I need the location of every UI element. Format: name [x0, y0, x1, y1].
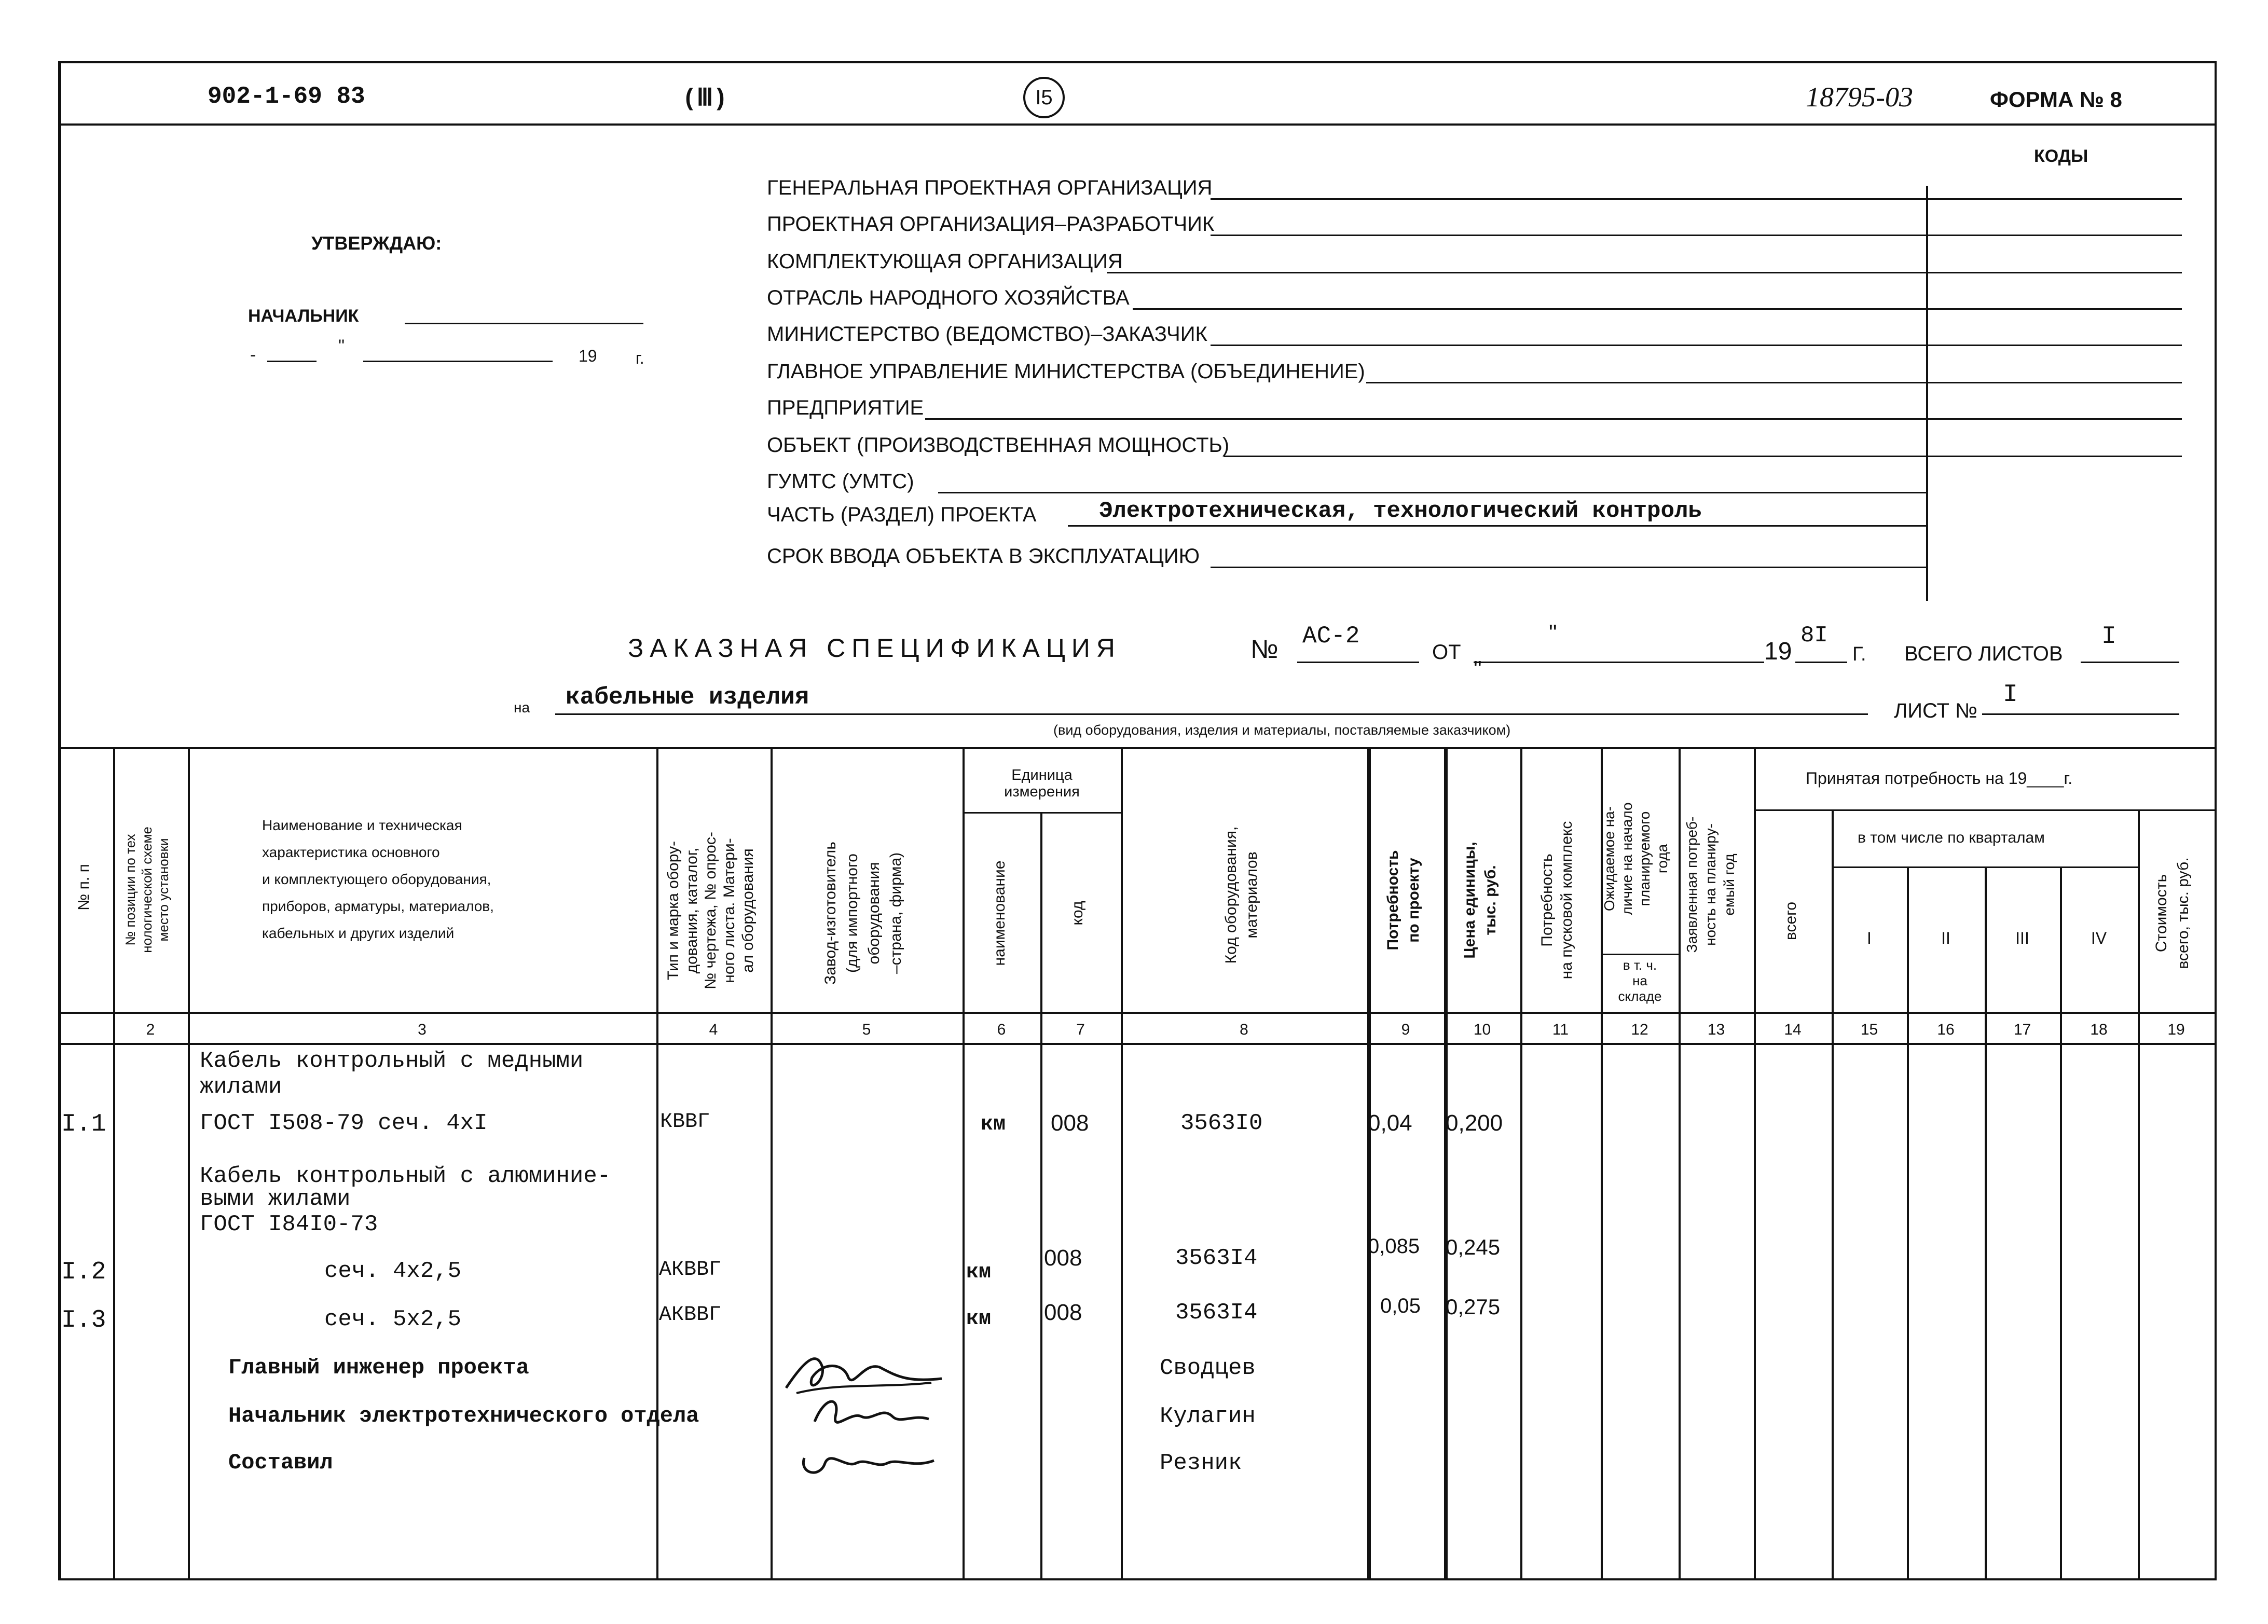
- spec-sheets-total: I: [2101, 623, 2116, 651]
- spec-no-line: [1297, 662, 1419, 663]
- spec-year-suffix: Г.: [1852, 643, 1866, 665]
- header-in-warehouse: в т. ч. на складе: [1618, 957, 1662, 1004]
- header-manufacturer: Завод-изготовитель (для импортного оборудования –страна, фирма): [822, 842, 904, 985]
- header-unit-price: Цена единицы, тыс. руб.: [1461, 842, 1499, 959]
- row-5-type: АКВВГ: [659, 1258, 722, 1282]
- row-6-code: 3563I4: [1175, 1300, 1258, 1326]
- form-number: ФОРМА № 8: [1990, 87, 2122, 112]
- spec-sheets-total-label: ВСЕГО ЛИСТОВ: [1904, 642, 2063, 665]
- row-2-need: 0,04: [1368, 1110, 1412, 1136]
- row-6-name: сеч. 5х2,5: [324, 1306, 462, 1332]
- row-5-name: сеч. 4х2,5: [324, 1258, 462, 1284]
- row-5-number: I.2: [61, 1258, 106, 1286]
- org-field-line-6: [1366, 382, 2182, 383]
- row-2-type: КВВГ: [660, 1110, 710, 1134]
- signature-role-department-head: Начальник электротехнического отдела: [228, 1403, 699, 1428]
- org-field-label-4: ОТРАСЛЬ НАРОДНОГО ХОЗЯЙСТВА: [767, 286, 1130, 309]
- date-day-line: [267, 361, 317, 362]
- header-expected-stock: Ожидаемое на- личие на начало планируемого года: [1601, 802, 1670, 915]
- org-field-label-11: СРОК ВВОДА ОБЪЕКТА В ЭКСПЛУАТАЦИЮ: [767, 545, 1200, 568]
- column-number-15: 15: [1860, 1021, 1878, 1038]
- sheet-circle-text: I5: [1035, 86, 1053, 109]
- column-number-7: 7: [1076, 1021, 1085, 1038]
- spec-no-label: №: [1250, 635, 1279, 664]
- header-cost-total: Стоимость всего, тыс. руб.: [2153, 857, 2192, 969]
- chief-label: НАЧАЛЬНИК: [248, 306, 359, 326]
- date-quote: ": [338, 336, 345, 356]
- signature-role-compiler: Составил: [228, 1450, 333, 1475]
- spec-title: ЗАКАЗНАЯ СПЕЦИФИКАЦИЯ: [628, 634, 1121, 663]
- codes-divider: [1926, 186, 1928, 601]
- approve-title: УТВЕРЖДАЮ:: [311, 232, 442, 254]
- header-accepted-need: Принятая потребность на 19____г.: [1806, 769, 2073, 788]
- row-2-number: I.1: [61, 1110, 106, 1138]
- column-number-12: 12: [1631, 1021, 1648, 1038]
- row-6-price: 0,275: [1446, 1295, 1501, 1319]
- column-number-13: 13: [1707, 1021, 1725, 1038]
- org-field-label-8: ОБЪЕКТ (ПРОИЗВОДСТВЕННАЯ МОЩНОСТЬ): [767, 434, 1230, 457]
- signature-name-chief-engineer: Сводцев: [1160, 1355, 1256, 1381]
- date-year-suffix: г.: [636, 349, 644, 367]
- spec-sheet-label: ЛИСТ №: [1894, 699, 1978, 722]
- row-5-price: 0,245: [1446, 1235, 1501, 1259]
- spec-from-line: [1474, 662, 1764, 663]
- project-code: 902-1-69 83: [208, 83, 365, 110]
- org-field-line-7: [925, 418, 2182, 420]
- row-2-code: 3563I0: [1180, 1110, 1263, 1136]
- header-position: № позиции по тех нологической схеме место установки: [122, 827, 171, 953]
- column-number-19: 19: [2167, 1021, 2185, 1038]
- org-field-value-10: Электротехническая, технологический контроль: [1099, 498, 1702, 524]
- row-6-need: 0,05: [1380, 1295, 1421, 1317]
- org-field-label-1: ГЕНЕРАЛЬНАЯ ПРОЕКТНАЯ ОРГАНИЗАЦИЯ: [767, 176, 1213, 199]
- handwritten-signature-2: [809, 1391, 939, 1437]
- spec-quote-1: ": [1549, 620, 1557, 645]
- row-5-unit-code: 008: [1044, 1245, 1082, 1271]
- column-number-17: 17: [2013, 1021, 2031, 1038]
- spec-sheet-value: I: [2003, 681, 2018, 709]
- spec-on-value: кабельные изделия: [566, 684, 809, 711]
- spec-on-label: на: [514, 699, 530, 715]
- spec-sheet-line: [1982, 713, 2179, 715]
- org-field-label-3: КОМПЛЕКТУЮЩАЯ ОРГАНИЗАЦИЯ: [767, 250, 1123, 273]
- row-6-unit-code: 008: [1044, 1300, 1082, 1325]
- org-field-label-2: ПРОЕКТНАЯ ОРГАНИЗАЦИЯ–РАЗРАБОТЧИК: [767, 213, 1215, 236]
- header-startup-need: Потребность на пусковой комплекс: [1538, 821, 1575, 980]
- spec-year-line: [1795, 662, 1847, 663]
- org-field-line-10: [1068, 525, 1926, 527]
- codes-label: КОДЫ: [2034, 146, 2088, 166]
- row-1-name: Кабель контрольный с медными жилами: [200, 1048, 584, 1100]
- org-field-label-9: ГУМТС (УМТС): [767, 470, 914, 493]
- header-by-quarters: в том числе по кварталам: [1858, 829, 2045, 846]
- org-field-line-3: [1107, 272, 2182, 273]
- row-6-type: АКВВГ: [659, 1303, 722, 1327]
- header-quarter-3: III: [2015, 929, 2029, 947]
- spec-year-value: 8I: [1800, 623, 1828, 649]
- header-unit-name: наименование: [991, 860, 1008, 966]
- header-quarter-1: I: [1867, 929, 1872, 947]
- spec-sheets-total-line: [2081, 662, 2179, 663]
- column-number-4: 4: [709, 1021, 718, 1038]
- org-field-label-10: ЧАСТЬ (РАЗДЕЛ) ПРОЕКТА: [767, 503, 1037, 526]
- org-field-line-1: [1211, 198, 2182, 200]
- org-field-line-2: [1211, 235, 2182, 236]
- column-number-14: 14: [1784, 1021, 1802, 1038]
- org-field-line-4: [1133, 308, 2182, 310]
- signature-name-compiler: Резник: [1160, 1450, 1242, 1476]
- org-field-label-6: ГЛАВНОЕ УПРАВЛЕНИЕ МИНИСТЕРСТВА (ОБЪЕДИНЕНИЕ): [767, 360, 1365, 383]
- header-total: всего: [1782, 901, 1799, 941]
- header-name-characteristic: Наименование и техническая характеристика основного и комплектующего оборудования, приборов, арматуры, материалов, кабельных и других изделий: [262, 817, 494, 941]
- date-month-line: [363, 361, 553, 362]
- sheet-circle-badge: [1023, 77, 1065, 118]
- document-code: 18795-03: [1806, 81, 1913, 113]
- date-prefix: -: [250, 345, 256, 365]
- org-field-line-5: [1211, 345, 2182, 346]
- row-6-number: I.3: [61, 1306, 106, 1334]
- header-quarter-2: II: [1941, 929, 1950, 947]
- column-number-16: 16: [1937, 1021, 1955, 1038]
- spec-quote-2: ": [1474, 656, 1482, 682]
- row-2-price: 0,200: [1446, 1110, 1503, 1136]
- spec-year-prefix: 19: [1764, 638, 1792, 665]
- row-6-unit: км: [966, 1308, 992, 1331]
- header-equipment-code: Код оборудования, материалов: [1222, 826, 1260, 964]
- chief-signature-line: [405, 323, 643, 324]
- org-field-line-11: [1211, 567, 1926, 568]
- spec-caption-note: (вид оборудования, изделия и материалы, поставляемые заказчиком): [1053, 722, 1511, 738]
- header-type-brand: Тип и марка обору- дования, каталог, № чертежа, № опрос- ного листа. Матери- ал оборудования: [665, 832, 757, 989]
- spec-no-value: АС-2: [1302, 623, 1360, 650]
- column-number-18: 18: [2090, 1021, 2108, 1038]
- header-unit: Единица измерения: [1004, 767, 1080, 800]
- column-number-2: 2: [146, 1021, 155, 1038]
- album-number: (Ⅲ): [682, 86, 727, 113]
- row-5-need: 0,085: [1368, 1235, 1420, 1258]
- org-field-line-9: [938, 492, 1926, 493]
- row-5-unit: км: [966, 1261, 992, 1284]
- row-4-name: ГОСТ I84I0-73: [200, 1212, 378, 1237]
- column-number-9: 9: [1401, 1021, 1410, 1038]
- row-2-name: ГОСТ I508-79 сеч. 4хI: [200, 1110, 488, 1136]
- row-2-unit: км: [981, 1113, 1006, 1136]
- column-number-11: 11: [1552, 1021, 1569, 1038]
- header-declared-need: Заявленная потреб- ность на планиру- емый год: [1684, 816, 1737, 953]
- column-number-6: 6: [997, 1021, 1006, 1038]
- column-number-3: 3: [418, 1021, 427, 1038]
- spec-from-label: ОТ: [1432, 641, 1461, 664]
- row-2-unit-code: 008: [1051, 1110, 1089, 1136]
- org-field-line-8: [1224, 456, 2182, 457]
- header-unit-code: код: [1069, 901, 1086, 926]
- header-quarter-4: IV: [2091, 929, 2107, 947]
- row-5-code: 3563I4: [1175, 1245, 1258, 1271]
- signature-name-department-head: Кулагин: [1160, 1403, 1256, 1429]
- org-field-label-7: ПРЕДПРИЯТИЕ: [767, 396, 924, 419]
- row-3-name: Кабель контрольный с алюминие-выми жилами: [200, 1163, 611, 1212]
- column-number-10: 10: [1473, 1021, 1491, 1038]
- header-row-number: № п. п: [75, 864, 92, 911]
- column-number-5: 5: [862, 1021, 871, 1038]
- header-need-project: Потребность по проекту: [1384, 850, 1422, 951]
- org-field-label-5: МИНИСТЕРСТВО (ВЕДОМСТВО)–ЗАКАЗЧИК: [767, 323, 1207, 346]
- signature-role-chief-engineer: Главный инженер проекта: [228, 1355, 529, 1380]
- column-number-8: 8: [1240, 1021, 1248, 1038]
- handwritten-signature-3: [794, 1437, 944, 1484]
- date-year: 19: [579, 347, 597, 365]
- spec-on-line: [555, 713, 1868, 715]
